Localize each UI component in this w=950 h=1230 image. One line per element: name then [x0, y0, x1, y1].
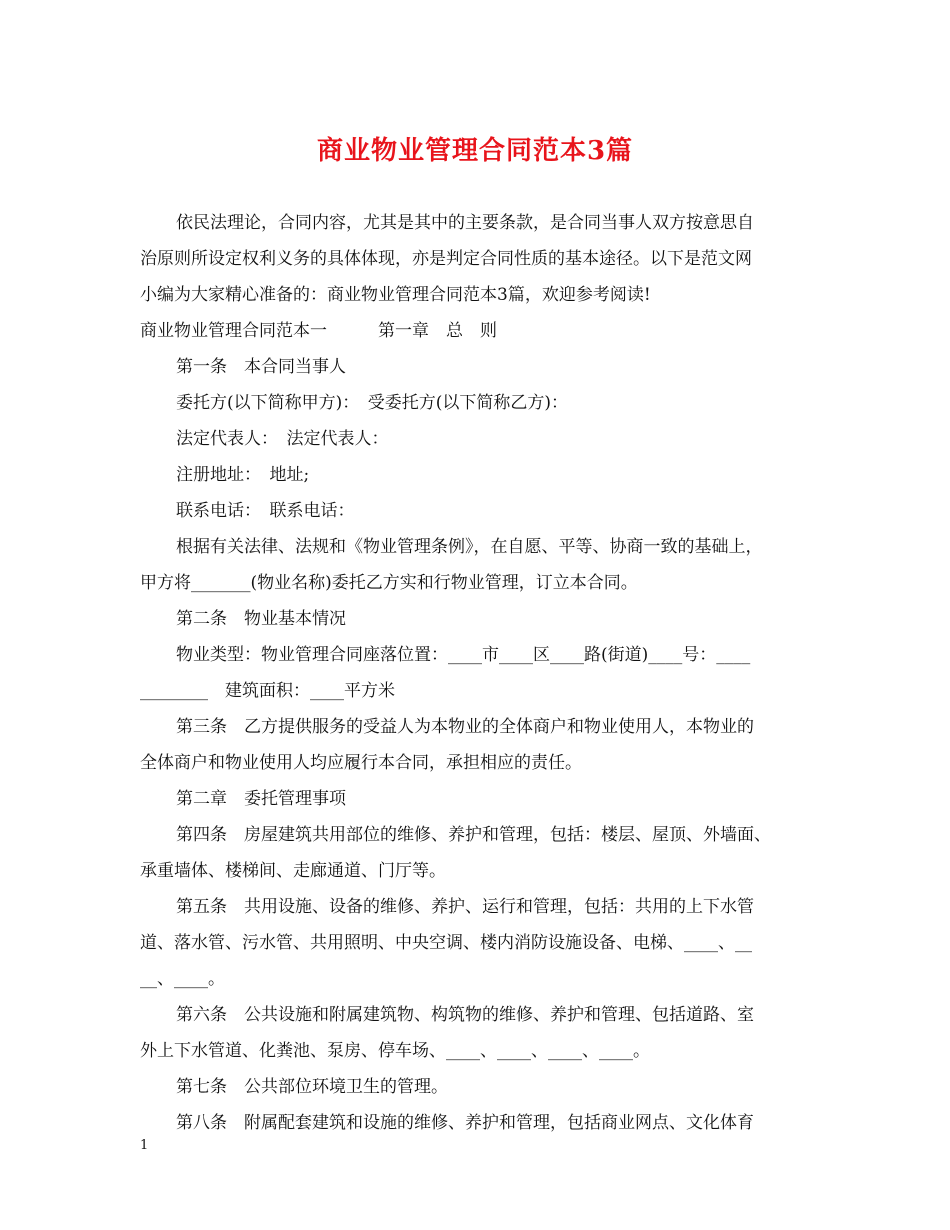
paragraph-line: 第五条 共用设施、设备的维修、养护、运行和管理，包括：共用的上下水管	[176, 897, 754, 917]
article-heading: 第二条 物业基本情况	[176, 609, 346, 629]
chapter-heading: 第二章 委托管理事项	[176, 789, 346, 809]
paragraph-line: 第四条 房屋建筑共用部位的维修、养护和管理，包括：楼层、屋顶、外墙面、	[176, 825, 771, 845]
paragraph-line: 小编为大家精心准备的：商业物业管理合同范本3篇，欢迎参考阅读!	[140, 285, 651, 305]
paragraph-line: 第六条 公共设施和附属建筑物、构筑物的维修、养护和管理、包括道路、室	[176, 1005, 754, 1025]
paragraph-line: 第七条 公共部位环境卫生的管理。	[176, 1077, 448, 1097]
property-info-line: 物业类型：物业管理合同座落位置：____市____区____路(街道)____号：____	[176, 645, 751, 665]
paragraph-line: 依民法理论，合同内容，尤其是其中的主要条款，是合同当事人双方按意思自	[176, 213, 754, 233]
paragraph-line: 全体商户和物业使用人均应履行本合同，承担相应的责任。	[140, 753, 582, 773]
paragraph-line: 第三条 乙方提供服务的受益人为本物业的全体商户和物业使用人，本物业的	[176, 717, 754, 737]
representative-line: 法定代表人： 法定代表人：	[176, 429, 389, 449]
page-number: 1	[140, 1138, 149, 1153]
paragraph-line: 甲方将_______(物业名称)委托乙方实和行物业管理，订立本合同。	[140, 573, 638, 593]
section-heading-line: 商业物业管理合同范本一 第一章 总 则	[140, 321, 497, 341]
address-line: 注册地址： 地址;	[176, 465, 310, 485]
paragraph-line: 治原则所设定权利义务的具体体现，亦是判定合同性质的基本途径。以下是范文网	[140, 249, 752, 269]
paragraph-line: 道、落水管、污水管、共用照明、中央空调、楼内消防设施设备、电梯、____、__	[140, 933, 752, 953]
document-title: 商业物业管理合同范本3篇	[316, 136, 634, 166]
article-heading: 第一条 本合同当事人	[176, 357, 346, 377]
paragraph-line: 根据有关法律、法规和《物业管理条例》，在自愿、平等、协商一致的基础上，	[176, 537, 763, 557]
phone-line: 联系电话： 联系电话：	[176, 501, 355, 521]
document-body	[140, 205, 820, 1141]
paragraph-line: 承重墙体、楼梯间、走廊通道、门厅等。	[140, 861, 446, 881]
paragraph-line: 外上下水管道、化粪池、泵房、停车场、____、____、____、____。	[140, 1041, 650, 1061]
paragraph-line: 第八条 附属配套建筑和设施的维修、养护和管理，包括商业网点、文化体育	[176, 1113, 754, 1133]
property-info-line: ________ 建筑面积：____平方米	[140, 681, 395, 701]
paragraph-line: __、____。	[140, 969, 225, 989]
party-line: 委托方(以下简称甲方)： 受委托方(以下简称乙方)：	[176, 393, 569, 413]
